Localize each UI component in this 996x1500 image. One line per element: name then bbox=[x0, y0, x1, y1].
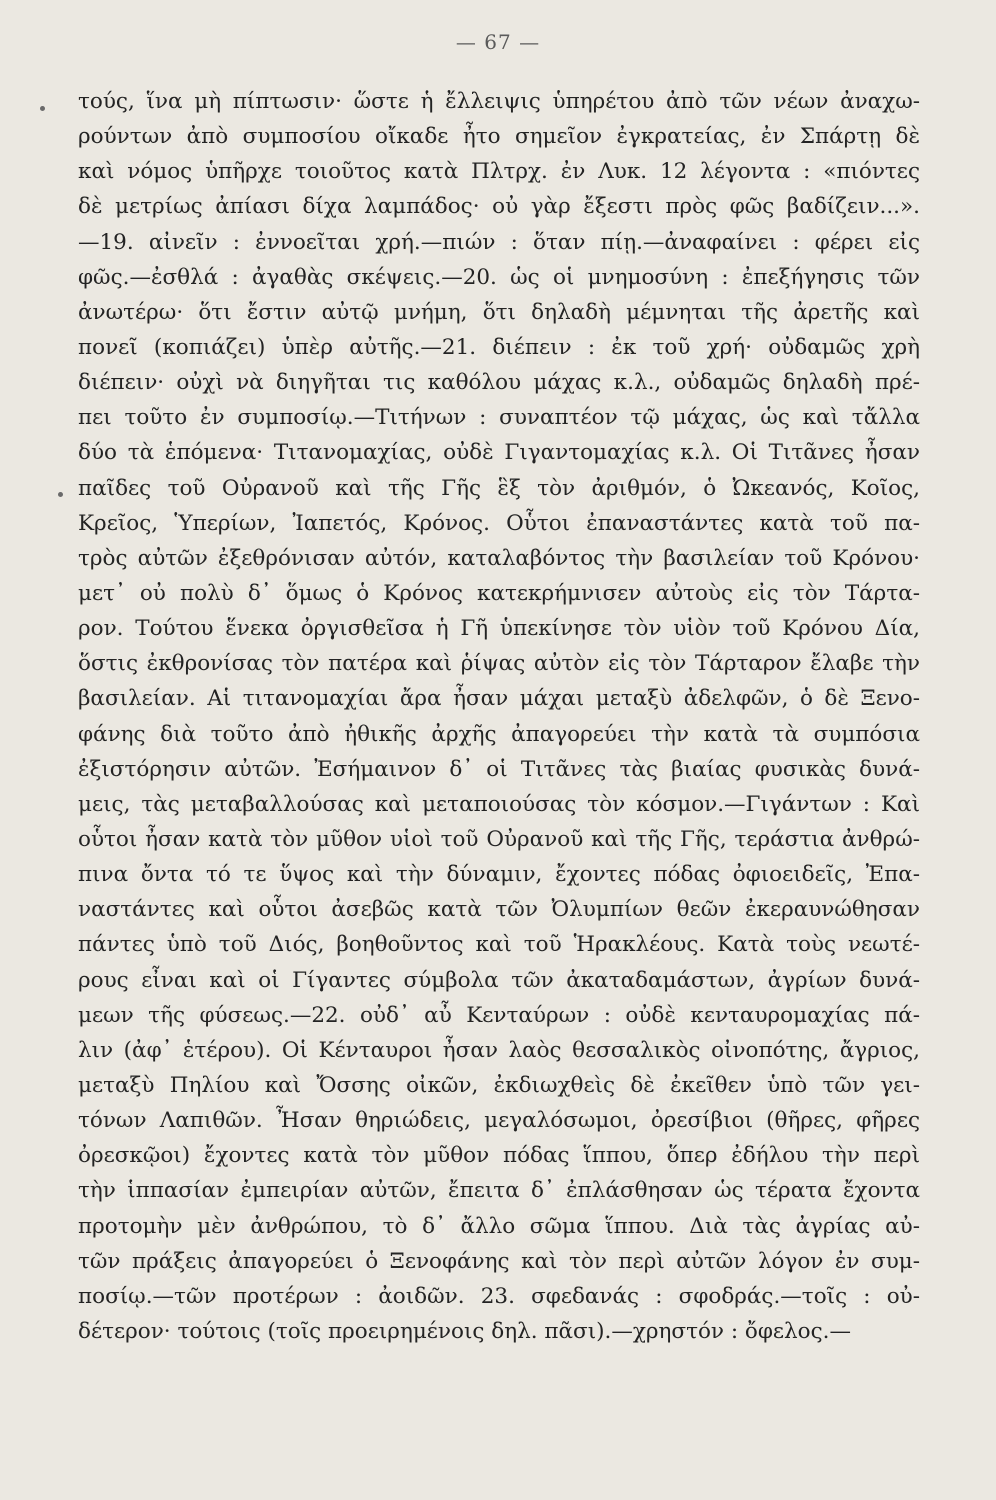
text-line: πει τοῦτο ἐν συμποσίῳ.—Τιτήνων : συναπτέον τῷ μάχας, ὡς καὶ τἄλλα bbox=[78, 405, 920, 431]
text-line: ὀρεσκῷοι) ἔχοντες κατὰ τὸν μῦθον πόδας ἵππου, ὅπερ ἐδήλου τὴν περὶ bbox=[78, 1143, 920, 1169]
text-line: ἀνωτέρω· ὅτι ἔστιν αὐτῷ μνήμη, ὅτι δηλαδὴ μέμνηται τῆς ἀρετῆς καὶ bbox=[78, 299, 920, 325]
text-line: μεταξὺ Πηλίου καὶ Ὄσσης οἰκῶν, ἐκδιωχθεὶς δὲ ἐκεῖθεν ὑπὸ τῶν γει- bbox=[78, 1072, 920, 1098]
margin-mark bbox=[40, 106, 45, 111]
text-line: τὴν ἱππασίαν ἐμπειρίαν αὐτῶν, ἔπειτα δ᾽ ἐπλάσθησαν ὡς τέρατα ἔχοντα bbox=[78, 1178, 920, 1204]
text-line: βασιλείαν. Αἱ τιτανομαχίαι ἄρα ἦσαν μάχαι μεταξὺ ἀδελφῶν, ὁ δὲ Ξενο- bbox=[78, 686, 920, 712]
text-line: τόνων Λαπιθῶν. Ἦσαν θηριώδεις, μεγαλόσωμοι, ὀρεσίβιοι (θῆρες, φῆρες bbox=[78, 1108, 920, 1134]
text-line: προτομὴν μὲν ἀνθρώπου, τὸ δ᾽ ἄλλο σῶμα ἵππου. Διὰ τὰς ἀγρίας αὐ- bbox=[78, 1213, 920, 1239]
text-line: ὅστις ἐκθρονίσας τὸν πατέρα καὶ ῥίψας αὐτὸν εἰς τὸν Τάρταρον ἔλαβε τὴν bbox=[78, 651, 920, 677]
text-line: τῶν πράξεις ἀπαγορεύει ὁ Ξενοφάνης καὶ τὸν περὶ αὐτῶν λόγον ἐν συμ- bbox=[78, 1248, 920, 1274]
text-line: μεων τῆς φύσεως.—22. οὐδ᾽ αὖ Κενταύρων : οὐδὲ κενταυρομαχίας πά- bbox=[78, 1002, 920, 1028]
text-line: Κρεῖος, Ὑπερίων, Ἰαπετός, Κρόνος. Οὗτοι ἐπαναστάντες κατὰ τοῦ πα- bbox=[78, 510, 920, 536]
text-line: λιν (ἀφ᾽ ἑτέρου). Οἱ Κένταυροι ἦσαν λαὸς θεσσαλικὸς οἰνοπότης, ἄγριος, bbox=[78, 1037, 920, 1063]
text-line: δὲ μετρίως ἀπίασι δίχα λαμπάδος· οὐ γὰρ ἔξεστι πρὸς φῶς βαδίζειν...». bbox=[78, 194, 920, 220]
text-line: δύο τὰ ἑπόμενα· Τιτανομαχίας, οὐδὲ Γιγαντομαχίας κ.λ. Οἱ Τιτᾶνες ἦσαν bbox=[78, 440, 920, 466]
text-line: φῶς.—ἐσθλά : ἀγαθὰς σκέψεις.—20. ὡς οἱ μνημοσύνη : ἐπεξήγησις τῶν bbox=[78, 264, 920, 290]
text-line: —19. αἰνεῖν : ἐννοεῖται χρή.—πιών : ὅταν πίῃ.—ἀναφαίνει : φέρει εἰς bbox=[78, 229, 920, 255]
text-line: καὶ νόμος ὑπῆρχε τοιοῦτος κατὰ Πλτρχ. ἐν Λυκ. 12 λέγοντα : «πιόντες bbox=[78, 159, 920, 185]
text-line: παῖδες τοῦ Οὐρανοῦ καὶ τῆς Γῆς ἓξ τὸν ἀριθμόν, ὁ Ὠκεανός, Κοῖος, bbox=[78, 475, 920, 501]
text-line: τούς, ἵνα μὴ πίπτωσιν· ὥστε ἡ ἔλλειψις ὑπηρέτου ἀπὸ τῶν νέων ἀναχω- bbox=[78, 89, 920, 114]
text-line: πινα ὄντα τό τε ὕψος καὶ τὴν δύναμιν, ἔχοντες πόδας ὀφιοειδεῖς, Ἐπα- bbox=[78, 862, 920, 888]
text-line: ἐξιστόρησιν αὐτῶν. Ἐσήμαινον δ᾽ οἱ Τιτᾶνες τὰς βιαίας φυσικὰς δυνά- bbox=[78, 756, 920, 782]
text-line: ναστάντες καὶ οὗτοι ἀσεβῶς κατὰ τῶν Ὀλυμπίων θεῶν ἐκεραυνώθησαν bbox=[78, 897, 920, 923]
text-line: μεις, τὰς μεταβαλλούσας καὶ μεταποιούσας τὸν κόσμον.—Γιγάντων : Καὶ bbox=[78, 791, 920, 817]
text-line: ποσίῳ.—τῶν προτέρων : ἀοιδῶν. 23. σφεδανάς : σφοδράς.—τοῖς : οὐ- bbox=[78, 1283, 920, 1309]
text-line: οὗτοι ἦσαν κατὰ τὸν μῦθον υἱοὶ τοῦ Οὐρανοῦ καὶ τῆς Γῆς, τεράστια ἀνθρώ- bbox=[78, 826, 920, 852]
text-line: φάνης διὰ τοῦτο ἀπὸ ἠθικῆς ἀρχῆς ἀπαγορεύει τὴν κατὰ τὰ συμπόσια bbox=[78, 721, 920, 747]
text-line: τρὸς αὐτῶν ἐξεθρόνισαν αὐτόν, καταλαβόντος τὴν βασιλείαν τοῦ Κρόνου· bbox=[78, 545, 920, 571]
page-number: — 67 — bbox=[455, 30, 541, 54]
commentary-text bbox=[78, 84, 920, 1349]
text-line: διέπειν· οὐχὶ νὰ διηγῆται τις καθόλου μάχας κ.λ., οὐδαμῶς δηλαδὴ πρέ- bbox=[78, 370, 920, 396]
text-line: δέτερον· τούτοις (τοῖς προειρημένοις δηλ. πᾶσι).—χρηστόν : ὄφελος.— bbox=[78, 1318, 851, 1344]
text-line: ρους εἶναι καὶ οἱ Γίγαντες σύμβολα τῶν ἀκαταδαμάστων, ἀγρίων δυνά- bbox=[78, 967, 920, 993]
margin-mark bbox=[58, 492, 63, 497]
text-line: ρούντων ἀπὸ συμποσίου οἴκαδε ἦτο σημεῖον ἐγκρατείας, ἐν Σπάρτῃ δὲ bbox=[78, 124, 920, 150]
text-line: ρον. Τούτου ἕνεκα ὀργισθεῖσα ἡ Γῆ ὑπεκίνησε τὸν υἱὸν τοῦ Κρόνου Δία, bbox=[78, 616, 920, 642]
text-line: πάντες ὑπὸ τοῦ Διός, βοηθοῦντος καὶ τοῦ Ἡρακλέους. Κατὰ τοὺς νεωτέ- bbox=[78, 932, 920, 958]
text-line: μετ᾽ οὐ πολὺ δ᾽ ὅμως ὁ Κρόνος κατεκρήμνισεν αὐτοὺς εἰς τὸν Τάρτα- bbox=[78, 580, 920, 606]
text-line: πονεῖ (κοπιάζει) ὑπὲρ αὐτῆς.—21. διέπειν : ἐκ τοῦ χρή· οὐδαμῶς χρὴ bbox=[78, 334, 920, 360]
